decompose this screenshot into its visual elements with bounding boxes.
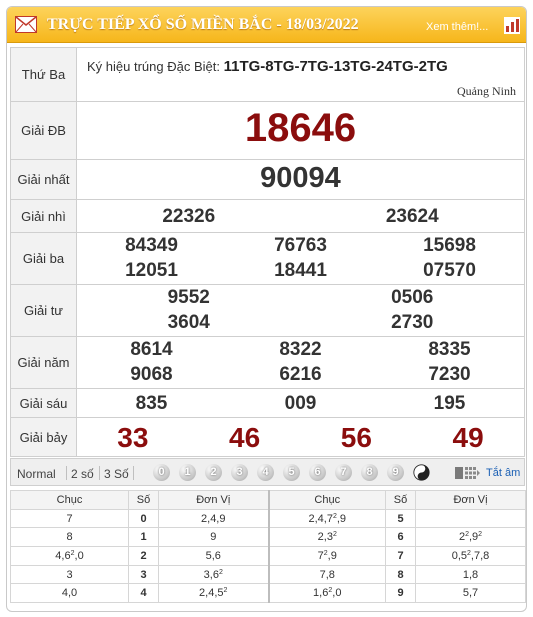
prize-number: 9552: [167, 287, 210, 308]
prize-number: 835: [135, 393, 168, 414]
loto-head-digit: 2: [129, 547, 159, 566]
prize-number: 0506: [391, 287, 434, 308]
province: Quảng Ninh: [457, 84, 516, 98]
prize-label-nhat: Giải nhất: [11, 160, 77, 200]
prize-number: 49: [452, 422, 484, 453]
loto-header: Số: [129, 491, 159, 510]
loto-cell: 2,4,7$^2$,9: [269, 509, 386, 528]
loto-head-digit: 6: [386, 528, 416, 547]
loto-cell: 3: [11, 565, 129, 584]
prize-number: 009: [284, 393, 317, 414]
digit-ball-7[interactable]: 7: [335, 464, 352, 481]
loto-header-row: [11, 491, 526, 510]
prize-number: 18646: [244, 106, 357, 150]
loto-cell: 4,0: [11, 584, 129, 603]
prize-row-nam: [11, 337, 525, 389]
prize-number: 9068: [130, 364, 173, 385]
special-codes: 11TG-8TG-7TG-13TG-24TG-2TG: [223, 58, 448, 75]
digit-ball-2[interactable]: 2: [205, 464, 222, 481]
loto-cell: 1,8: [416, 565, 526, 584]
prize-number: 22326: [162, 206, 216, 227]
digit-ball-5[interactable]: 5: [283, 464, 300, 481]
prize-number: 18441: [274, 260, 327, 281]
prize-number: 6216: [279, 364, 322, 385]
prize-number: 07570: [423, 260, 476, 281]
prize-number: 84349: [125, 235, 178, 256]
loto-cell: $2,3^2$: [269, 528, 386, 547]
divider: [66, 466, 67, 480]
keypad-icon[interactable]: [455, 466, 481, 480]
loto-cell: $0,5^2,7,8$: [416, 547, 526, 566]
prize-number: 23624: [385, 206, 439, 227]
code-label: Ký hiệu trúng Đặc Biệt:: [87, 59, 220, 74]
bar-chart-icon[interactable]: [504, 17, 520, 34]
prize-row-tu: [11, 285, 525, 337]
loto-cell: 2,4,5$^2$: [159, 584, 269, 603]
loto-row: [11, 565, 526, 584]
loto-head-digit: 0: [129, 509, 159, 528]
day-label: Thứ Ba: [11, 48, 77, 102]
prize-label-tu: Giải tư: [11, 285, 77, 337]
prize-label-nam: Giải năm: [11, 337, 77, 389]
prize-number: 7230: [428, 364, 471, 385]
digit-ball-9[interactable]: 9: [387, 464, 404, 481]
prize-number: 8614: [130, 339, 173, 360]
digit-ball-1[interactable]: 1: [179, 464, 196, 481]
loto-cell: $1,6^2,0$: [269, 584, 386, 603]
mode-3-digit-button[interactable]: 3 Số: [104, 467, 129, 481]
mail-icon: [15, 16, 37, 33]
mute-sound-link[interactable]: Tắt âm: [486, 467, 521, 479]
prize-number: 33: [117, 422, 149, 453]
loto-head-digit: 8: [386, 565, 416, 584]
loto-cell: [416, 509, 526, 528]
loto-cell: 2,4,9: [159, 509, 269, 528]
loto-row: [11, 509, 526, 528]
digit-ball-6[interactable]: 6: [309, 464, 326, 481]
prize-number: 15698: [423, 235, 476, 256]
prize-label-bay: Giải bảy: [11, 418, 77, 457]
loto-header: Đơn Vị: [159, 491, 269, 510]
prize-number: 12051: [125, 260, 178, 281]
digit-ball-8[interactable]: 8: [361, 464, 378, 481]
prize-number: 46: [229, 422, 261, 453]
loto-head-digit: 1: [129, 528, 159, 547]
prize-row-nhat: [11, 160, 525, 200]
divider: [99, 466, 100, 480]
prize-label-sau: Giải sáu: [11, 389, 77, 418]
prize-number: 3604: [167, 312, 210, 333]
prize-label-ba: Giải ba: [11, 233, 77, 285]
loto-header: Đơn Vị: [416, 491, 526, 510]
loto-head-digit: 9: [386, 584, 416, 603]
loto-header: Chục: [269, 491, 386, 510]
prize-row-bay: [11, 418, 525, 457]
loto-cell: 7,8: [269, 565, 386, 584]
digit-ball-3[interactable]: 3: [231, 464, 248, 481]
lottery-widget: [6, 6, 527, 612]
loto-header: Chục: [11, 491, 129, 510]
loto-table: [10, 490, 526, 603]
loto-head-digit: 5: [386, 509, 416, 528]
prize-number: 90094: [260, 162, 341, 194]
see-more-link[interactable]: Xem thêm!...: [426, 21, 489, 33]
prize-number: 2730: [391, 312, 434, 333]
prize-row-ba: [11, 233, 525, 285]
info-row: [11, 48, 525, 102]
prize-row-nhi: [11, 200, 525, 233]
prize-number: 8335: [428, 339, 471, 360]
mode-normal-button[interactable]: Normal: [17, 467, 56, 481]
loto-cell: $4,6^2,0$: [11, 547, 129, 566]
loto-cell: 5,6: [159, 547, 269, 566]
loto-row: [11, 528, 526, 547]
loto-head-digit: 3: [129, 565, 159, 584]
prize-number: 56: [340, 422, 372, 453]
prize-number: 195: [433, 393, 466, 414]
prize-row-sau: [11, 389, 525, 418]
header-bar: [7, 7, 526, 43]
loto-cell: 5,7: [416, 584, 526, 603]
loto-cell: $3,6^2$: [159, 565, 269, 584]
prize-label-db: Giải ĐB: [11, 102, 77, 160]
loto-cell: 8: [11, 528, 129, 547]
digit-ball-0[interactable]: 0: [153, 464, 170, 481]
yin-yang-icon[interactable]: [413, 464, 430, 481]
digit-ball-4[interactable]: 4: [257, 464, 274, 481]
loto-header: Số: [386, 491, 416, 510]
prize-row-db: [11, 102, 525, 160]
prize-number: 8322: [279, 339, 322, 360]
loto-cell: $2^2,9^2$: [416, 528, 526, 547]
header-title: TRỰC TIẾP XỔ SỐ MIỀN BẮC - 18/03/2022: [47, 16, 359, 33]
results-table: [10, 47, 525, 457]
loto-cell: 7: [11, 509, 129, 528]
info-cell: [77, 48, 525, 102]
loto-row: [11, 584, 526, 603]
loto-cell: $7^2,9$: [269, 547, 386, 566]
loto-head-digit: 4: [129, 584, 159, 603]
display-toolbar: [10, 458, 525, 486]
prize-number: 76763: [274, 235, 327, 256]
loto-head-digit: 7: [386, 547, 416, 566]
prize-label-nhi: Giải nhì: [11, 200, 77, 233]
special-code-line: [87, 58, 448, 75]
divider: [133, 466, 134, 480]
loto-cell: 9: [159, 528, 269, 547]
loto-row: [11, 547, 526, 566]
mode-2-digit-button[interactable]: 2 số: [71, 467, 94, 481]
